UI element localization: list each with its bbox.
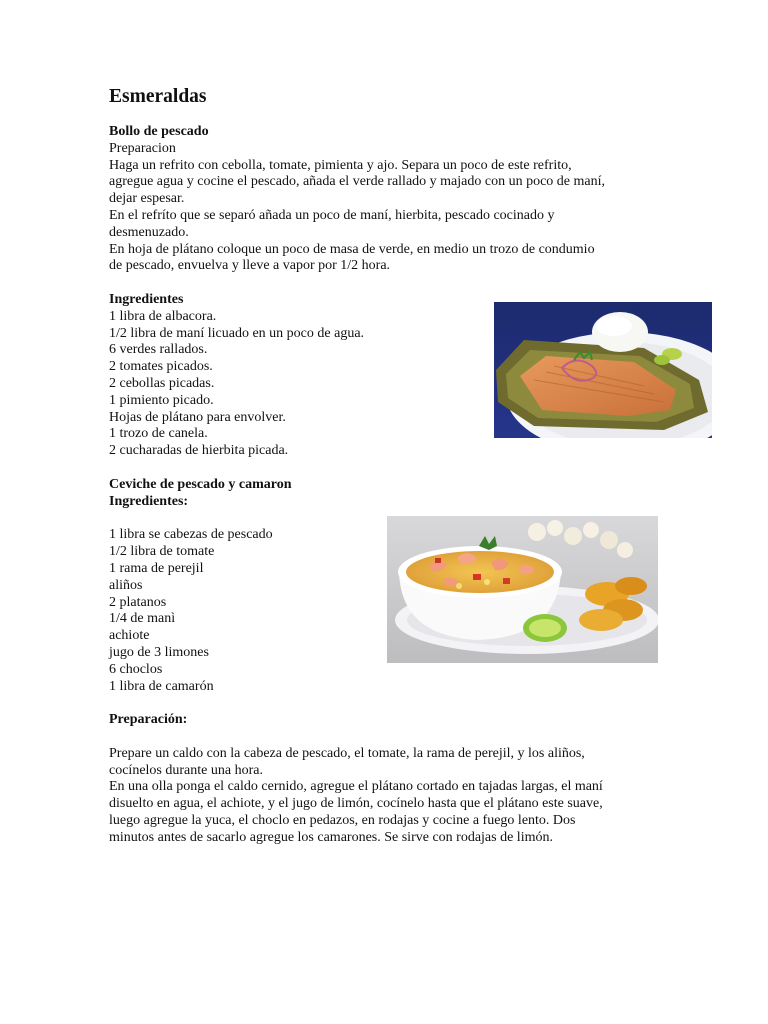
- preparation-line: En una olla ponga el caldo cernido, agregue el plátano cortado en tajadas largas, el maní: [109, 779, 603, 795]
- preparation-line: minutos antes de sacarlo agregue los camarones. Se sirve con rodajas de limón.: [109, 829, 553, 845]
- ingredient-item: 1 libra de albacora.: [109, 308, 217, 324]
- preparation-line: luego agregue la yuca, el choclo en pedazos, en rodajas y cocine a fuego lento. Dos: [109, 812, 576, 828]
- preparation-line: cocínelos durante una hora.: [109, 762, 263, 778]
- ingredient-item: 2 cucharadas de hierbita picada.: [109, 443, 289, 459]
- preparation-line: Haga un refrito con cebolla, tomate, pimienta y ajo. Separa un poco de este refrito,: [109, 157, 572, 173]
- preparation-line: disuelto en agua, el achiote, y el jugo de limón, cocínelo hasta que el plátano este suave,: [109, 796, 603, 812]
- ingredient-item: 1 libra se cabezas de pescado: [109, 527, 273, 543]
- ingredient-item: 1 libra de camarón: [109, 678, 214, 694]
- ingredients-label: Ingredientes: [109, 292, 184, 307]
- page-title: Esmeraldas: [109, 86, 207, 107]
- preparation-line: En hoja de plátano coloque un poco de masa de verde, en medio un trozo de condumio: [109, 241, 595, 257]
- preparation-line: desmenuzado.: [109, 224, 189, 240]
- preparation-label: Preparacion: [109, 140, 176, 156]
- ingredient-item: 6 choclos: [109, 661, 163, 677]
- blank-line: [109, 729, 603, 746]
- ingredient-item: 1 rama de perejil: [109, 560, 204, 576]
- preparation-line: de pescado, envuelva y lleve a vapor por 1/2 hora.: [109, 258, 391, 274]
- ingredient-item: 1/2 libra de maní licuado en un poco de agua.: [109, 325, 365, 341]
- recipe-title: Bollo de pescado: [109, 124, 209, 139]
- preparation-line: dejar espesar.: [109, 191, 185, 207]
- ingredient-item: 2 cebollas picadas.: [109, 375, 215, 391]
- ingredient-item: 2 platanos: [109, 594, 167, 610]
- ingredients-label: Ingredientes:: [109, 493, 189, 509]
- ingredient-item: Hojas de plátano para envolver.: [109, 409, 286, 425]
- ceviche-photo: [387, 516, 658, 663]
- recipe-title: Ceviche de pescado y camaron: [109, 477, 292, 492]
- recipe-bollo-ingredients: [109, 292, 364, 460]
- preparation-line: En el refríto que se separó añada un poco de maní, hierbita, pescado cocinado y: [109, 207, 555, 223]
- ingredient-item: 1/2 libra de tomate: [109, 544, 215, 560]
- ingredient-item: 2 tomates picados.: [109, 359, 213, 375]
- preparation-line: agregue agua y cocine el pescado, añada el verde rallado y majado con un poco de maní,: [109, 174, 606, 190]
- blank-line: [109, 695, 603, 712]
- ingredient-item: 6 verdes rallados.: [109, 342, 208, 358]
- ingredient-item: achiote: [109, 628, 150, 644]
- ingredient-item: 1 pimiento picado.: [109, 392, 214, 408]
- preparation-line: Prepare un caldo con la cabeza de pescado, el tomate, la rama de perejil, y los aliños,: [109, 745, 585, 761]
- ingredient-item: aliños: [109, 577, 143, 593]
- recipe-bollo-section: [109, 124, 605, 275]
- ingredient-item: jugo de 3 limones: [109, 644, 209, 660]
- preparation-label: Preparación:: [109, 712, 188, 728]
- ingredient-item: 1 trozo de canela.: [109, 426, 208, 442]
- ingredient-item: 1/4 de manì: [109, 611, 176, 627]
- bollo-photo: [494, 302, 712, 438]
